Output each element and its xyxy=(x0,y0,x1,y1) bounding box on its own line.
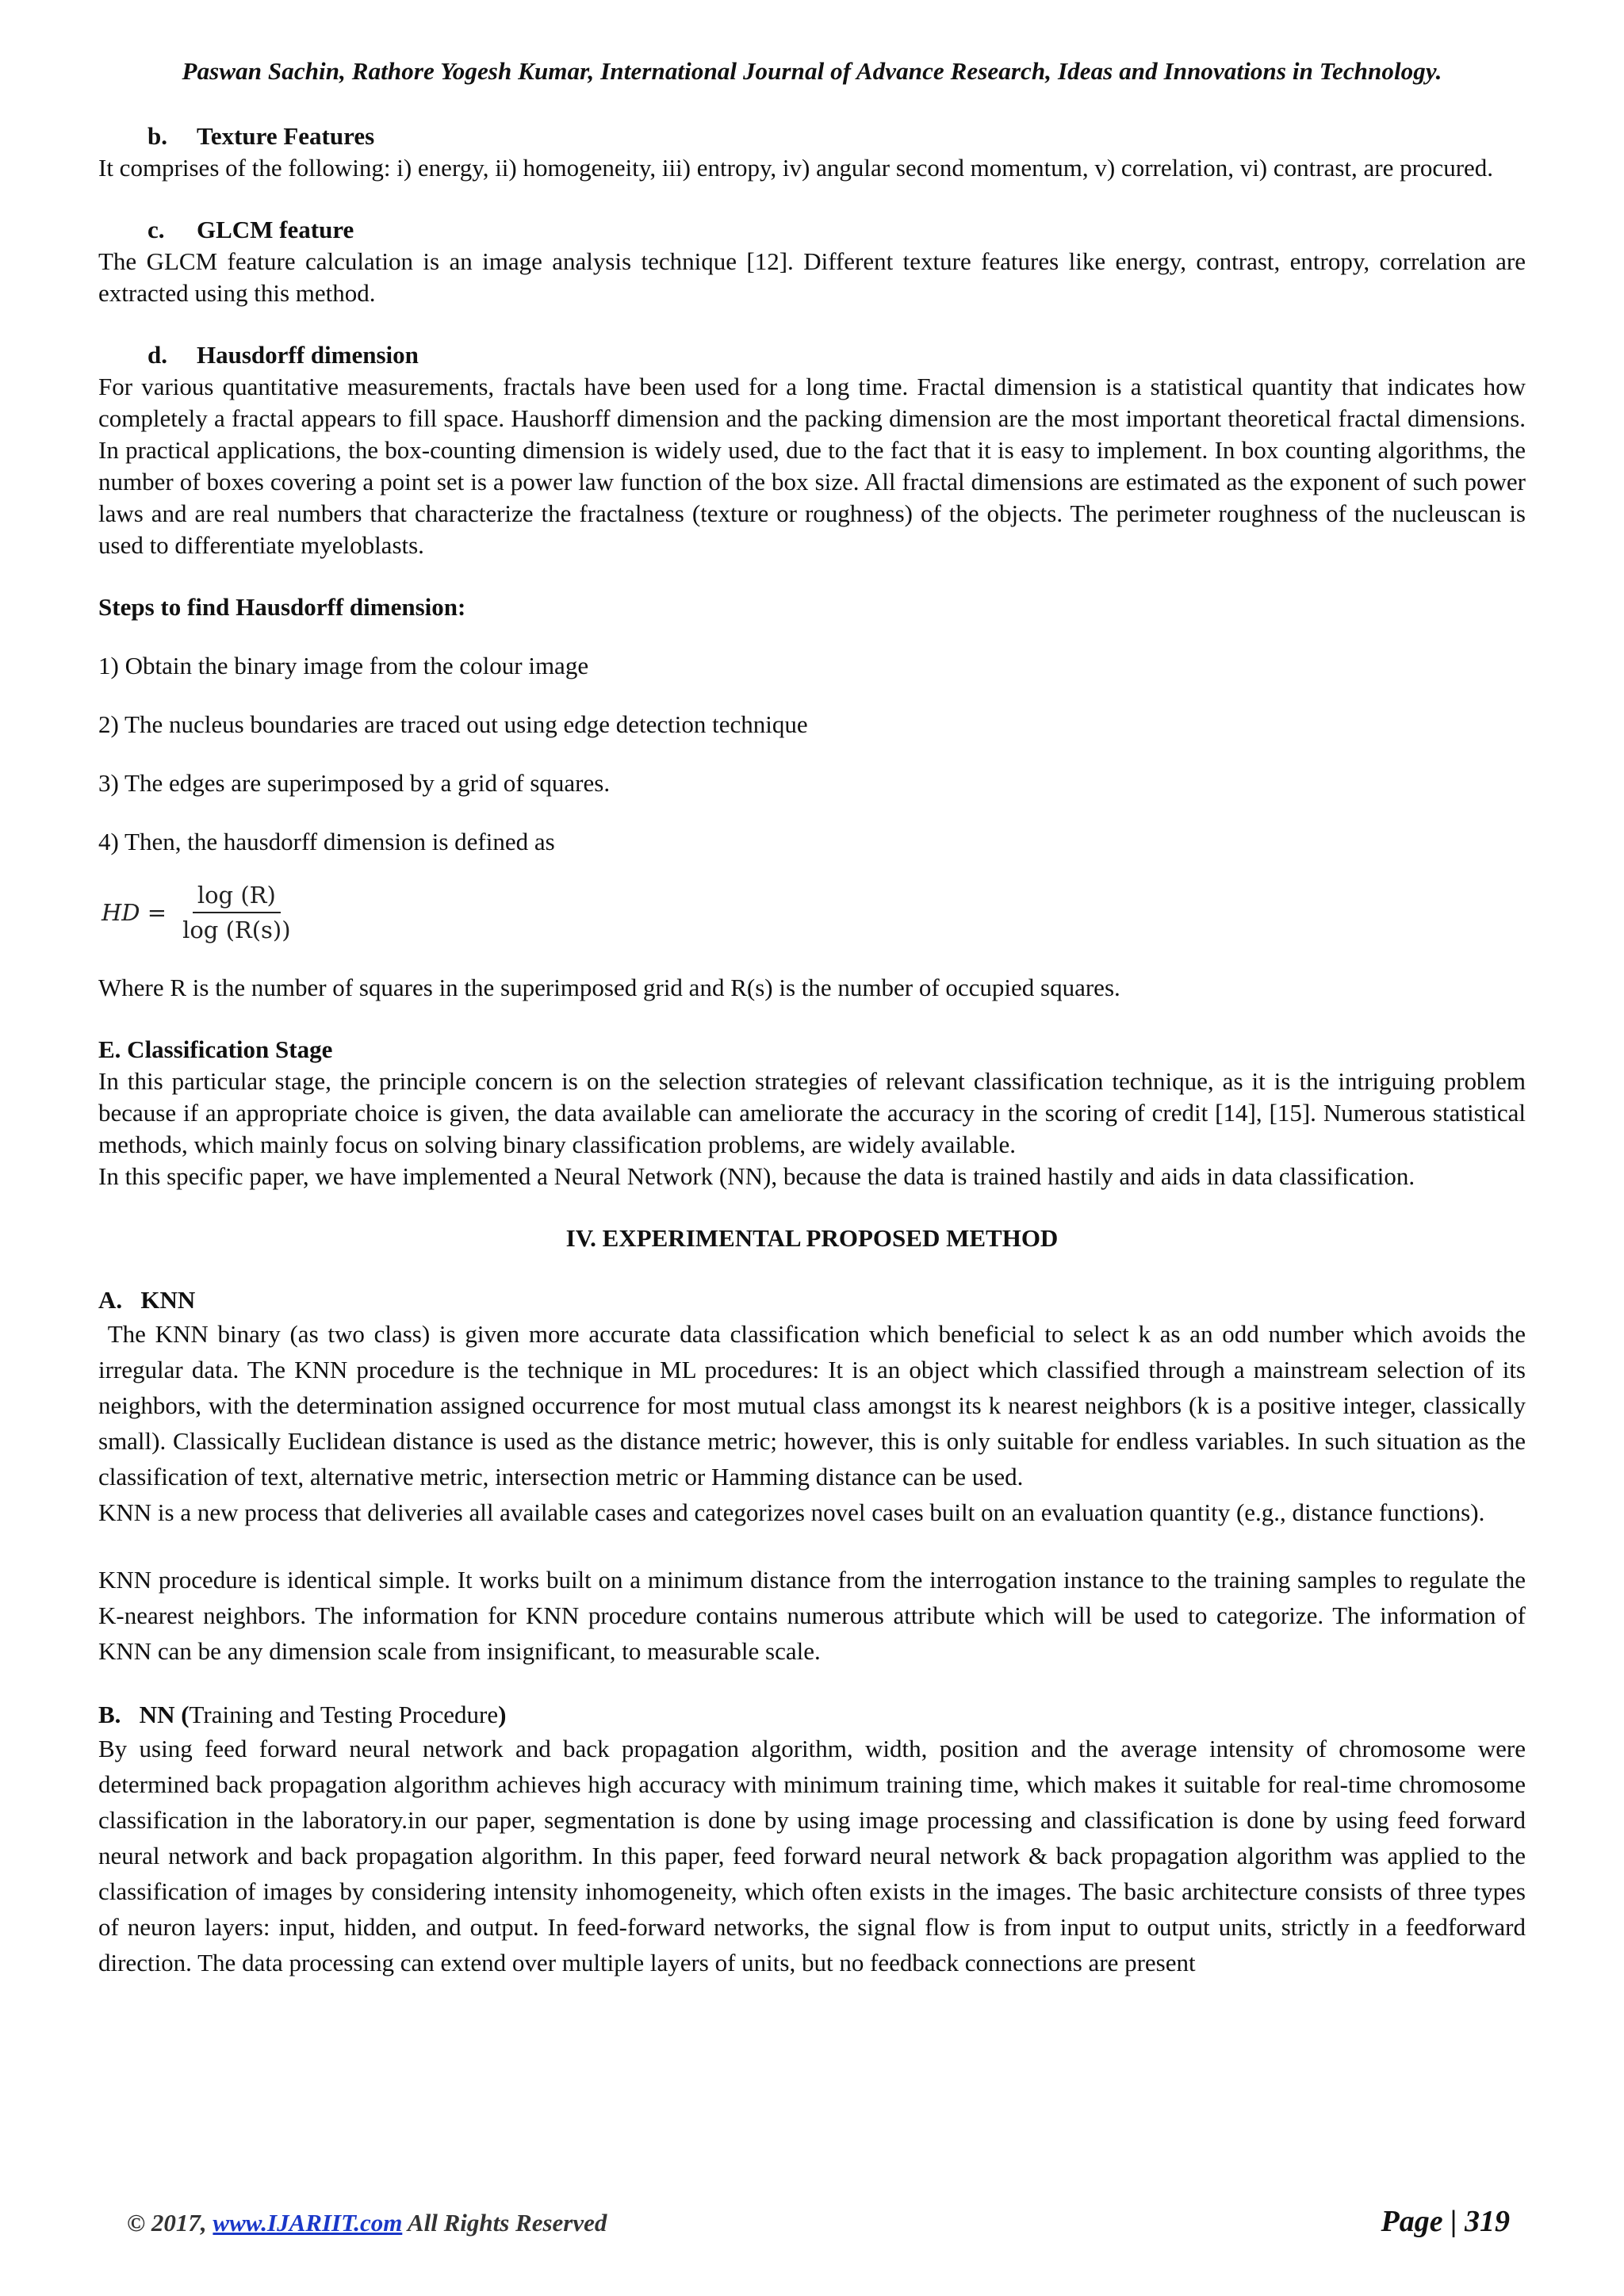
subsection-title: Hausdorff dimension xyxy=(197,341,419,369)
formula-fraction xyxy=(178,882,296,943)
hausdorff-paragraph: For various quantitative measurements, fractals have been used for a long time. Fractal dimension is a statistical quantity that indicates how completely a fractal appears to fill space. Haushorff dimension and the packing dimension are the most important theoretical fractal dimensions. In practical applications, the box-counting dimension is widely used, due to the fact that it is easy to implement. In box counting algorithms, the number of boxes covering a point set is a power law function of the box size. All fractal dimensions are estimated as the exponent of such power laws and are real numbers that characterize the fractalness (texture or roughness) of the objects. The perimeter roughness of the nucleuscan is used to differentiate myeloblasts. xyxy=(98,373,1526,559)
footer-website-link[interactable]: www.IJARIIT.com xyxy=(213,2209,403,2237)
subsection-number: b. xyxy=(147,122,167,150)
knn-heading: A. KNN xyxy=(98,1286,196,1314)
footer-copyright xyxy=(98,2209,607,2237)
knn-paragraph: KNN is a new process that deliveries all available cases and categorizes novel cases built on an evaluation quantity (e.g., distance functions). xyxy=(98,1498,1485,1526)
classification-paragraph: In this particular stage, the principle concern is on the selection strategies of relevant classification technique, as it is the intriguing problem because if an appropriate choice is given, the data available can ameliorate the accuracy in the scoring of credit [14], [15]. Numerous statistical methods, which mainly focus on solving binary classification problems, are widely available. xyxy=(98,1067,1526,1158)
step-item: 1) Obtain the binary image from the colour image xyxy=(98,652,589,679)
nn-heading-close: ) xyxy=(498,1701,507,1728)
step-item: 4) Then, the hausdorff dimension is defined as xyxy=(98,828,555,855)
nn-heading-normal: Training and Testing Procedure xyxy=(189,1701,499,1728)
subsection-title: GLCM feature xyxy=(197,216,354,243)
page-footer xyxy=(98,2204,1526,2239)
formula-lhs: HD = xyxy=(102,899,167,926)
hausdorff-formula xyxy=(102,882,1526,943)
subsection-number: d. xyxy=(147,341,167,369)
subsection-number: c. xyxy=(147,216,165,243)
nn-paragraph: By using feed forward neural network and back propagation algorithm, width, position and the average intensity of chromosome were determined back propagation algorithm achieves high accuracy with minimum training time, which makes it suitable for real-time chromosome classification in the laboratory.in our paper, segmentation is done by using image processing and classification is done by using feed forward neural network and back propagation algorithm. In this paper, feed forward neural network & back propagation algorithm was applied to the classification of images by considering intensity inhomogeneity, which often exists in the images. The basic architecture consists of three types of neuron layers: input, hidden, and output. In feed-forward networks, the signal flow is from input to output units, strictly in a feedforward direction. The data processing can extend over multiple layers of units, but no feedback connections are present xyxy=(98,1735,1526,1976)
nn-heading xyxy=(98,1699,1526,1731)
texture-paragraph: It comprises of the following: i) energy, ii) homogeneity, iii) entropy, iv) angular second momentum, v) correlation, vi) contrast, are procured. xyxy=(98,154,1494,182)
formula-denominator: log (R(s)) xyxy=(182,916,291,943)
page-number: Page | 319 xyxy=(1381,2205,1510,2238)
footer-rights: All Rights Reserved xyxy=(402,2209,607,2237)
subsection-hausdorff-heading xyxy=(98,339,1526,371)
classification-heading: E. Classification Stage xyxy=(98,1035,333,1063)
formula-numerator: log (R) xyxy=(193,882,281,913)
running-header: Paswan Sachin, Rathore Yogesh Kumar, International Journal of Advance Research, Ideas and Innovations in Technology. xyxy=(182,57,1442,85)
section-heading: IV. EXPERIMENTAL PROPOSED METHOD xyxy=(565,1224,1059,1252)
step-item: 3) The edges are superimposed by a grid of squares. xyxy=(98,769,611,797)
glcm-paragraph: The GLCM feature calculation is an image analysis technique [12]. Different texture features like energy, contrast, entropy, correlation are extracted using this method. xyxy=(98,247,1526,307)
knn-paragraph: KNN procedure is identical simple. It works built on a minimum distance from the interrogation instance to the training samples to regulate the K-nearest neighbors. The information for KNN procedure contains numerous attribute which will be used to categorize. The information of KNN can be any dimension scale from insignificant, to measurable scale. xyxy=(98,1566,1526,1665)
classification-paragraph: In this specific paper, we have implemented a Neural Network (NN), because the data is trained hastily and aids in data classification. xyxy=(98,1162,1415,1190)
where-paragraph: Where R is the number of squares in the superimposed grid and R(s) is the number of occupied squares. xyxy=(98,974,1120,1001)
subsection-title: Texture Features xyxy=(197,122,375,150)
step-item: 2) The nucleus boundaries are traced out using edge detection technique xyxy=(98,710,808,738)
nn-heading-bold: B. NN ( xyxy=(98,1701,190,1728)
knn-paragraph: The KNN binary (as two class) is given more accurate data classification which beneficial to select k as an odd number which avoids the irregular data. The KNN procedure is the technique in ML procedures: It is an object which classified through a mainstream selection of its neighbors, with the determination assigned occurrence for most mutual class amongst its k nearest neighbors (k is a positive integer, classically small). Classically Euclidean distance is used as the distance metric; however, this is only suitable for endless variables. In such situation as the classification of text, alternative metric, intersection metric or Hamming distance can be used. xyxy=(98,1320,1532,1490)
footer-copyright-prefix: © 2017, xyxy=(127,2209,213,2237)
subsection-texture-heading xyxy=(98,121,1526,152)
subsection-glcm-heading xyxy=(98,214,1526,246)
page-content xyxy=(98,57,1532,1980)
steps-heading: Steps to find Hausdorff dimension: xyxy=(98,593,466,621)
